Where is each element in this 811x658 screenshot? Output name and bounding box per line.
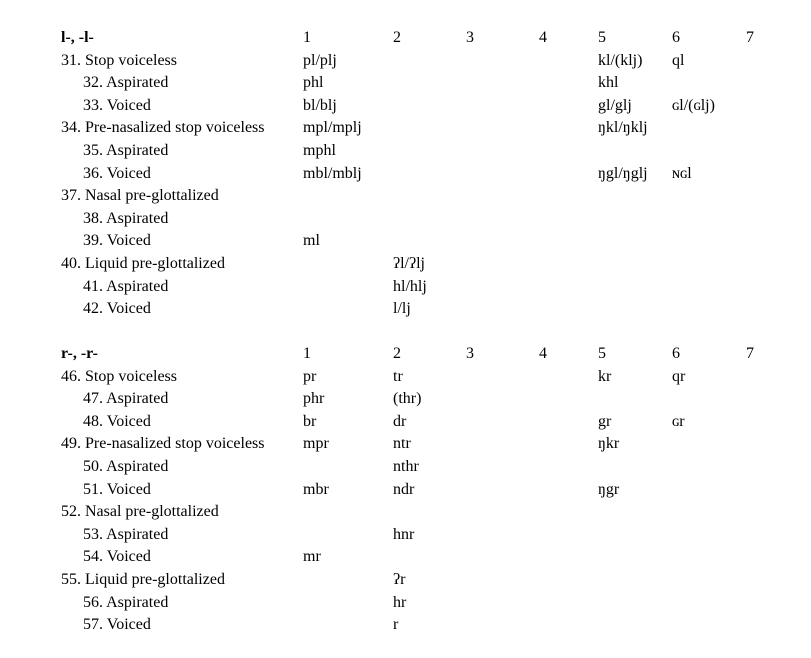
cell-col-1: mbl/mblj	[303, 164, 362, 182]
row-label: 55. Liquid pre-glottalized	[61, 570, 225, 588]
row-label: 42. Voiced	[83, 300, 151, 318]
row-label: 31. Stop voiceless	[61, 51, 177, 69]
table-row	[0, 140, 811, 163]
row-label: 56. Aspirated	[83, 593, 169, 611]
cell-col-5: ŋgl/ŋglj	[598, 164, 648, 182]
row-label: 39. Voiced	[83, 232, 151, 250]
cell-col-6: ɢl/(ɢlj)	[672, 96, 715, 114]
cell-col-2: nthr	[393, 457, 419, 475]
table-row	[0, 388, 811, 411]
cell-col-6: ɢr	[672, 412, 685, 430]
column-header-4: 4	[539, 345, 547, 362]
column-header-1: 1	[303, 345, 311, 362]
table-row	[0, 117, 811, 140]
cell-col-2: hr	[393, 593, 407, 611]
cell-col-1: mr	[303, 548, 321, 566]
cell-col-1: bl/blj	[303, 96, 337, 114]
column-header-6: 6	[672, 29, 680, 46]
table-row	[0, 163, 811, 186]
column-header-1: 1	[303, 29, 311, 46]
column-header-5: 5	[598, 29, 606, 46]
table-row	[0, 546, 811, 569]
row-label: 57. Voiced	[83, 616, 151, 634]
table-row	[0, 411, 811, 434]
row-label: 49. Pre-nasalized stop voiceless	[61, 435, 265, 453]
row-label: 47. Aspirated	[83, 390, 169, 408]
cell-col-1: phl	[303, 74, 324, 92]
row-label: 37. Nasal pre-glottalized	[61, 187, 219, 205]
table-row	[0, 569, 811, 592]
table-row	[0, 185, 811, 208]
table-row	[0, 433, 811, 456]
cell-col-5: ŋkr	[598, 435, 620, 453]
section-header-row	[0, 343, 811, 366]
cell-col-1: phr	[303, 390, 325, 408]
row-label: 46. Stop voiceless	[61, 367, 177, 385]
cell-col-6: qr	[672, 367, 686, 385]
cell-col-5: khl	[598, 74, 619, 92]
table-row	[0, 456, 811, 479]
table-row	[0, 208, 811, 231]
cell-col-2: hl/hlj	[393, 277, 427, 295]
cell-col-1: mpl/mplj	[303, 119, 362, 137]
table-row	[0, 524, 811, 547]
table-row	[0, 479, 811, 502]
row-label: 41. Aspirated	[83, 277, 169, 295]
cell-col-1: mbr	[303, 480, 329, 498]
column-header-5: 5	[598, 345, 606, 362]
section-header-label: l-, -l-	[61, 29, 94, 46]
column-header-2: 2	[393, 345, 401, 362]
column-header-3: 3	[466, 29, 474, 46]
row-label: 33. Voiced	[83, 96, 151, 114]
table-row	[0, 614, 811, 637]
cell-col-2: ndr	[393, 480, 415, 498]
cell-col-1: br	[303, 412, 317, 430]
table-row	[0, 50, 811, 73]
table-row	[0, 72, 811, 95]
cell-col-1: mphl	[303, 141, 336, 159]
cell-col-1: ml	[303, 232, 320, 250]
section-header-row	[0, 27, 811, 50]
cell-col-5: kr	[598, 367, 612, 385]
column-header-4: 4	[539, 29, 547, 46]
cell-col-5: gr	[598, 412, 612, 430]
table-row	[0, 95, 811, 118]
cell-col-1: mpr	[303, 435, 329, 453]
cell-col-5: ŋkl/ŋklj	[598, 119, 648, 137]
row-label: 54. Voiced	[83, 548, 151, 566]
table-row	[0, 276, 811, 299]
cell-col-5: ŋgr	[598, 480, 620, 498]
cell-col-2: hnr	[393, 525, 415, 543]
row-label: 40. Liquid pre-glottalized	[61, 254, 225, 272]
column-header-6: 6	[672, 345, 680, 362]
table-row	[0, 253, 811, 276]
row-label: 51. Voiced	[83, 480, 151, 498]
section-l-medials	[0, 27, 811, 321]
row-label: 52. Nasal pre-glottalized	[61, 503, 219, 521]
cell-col-2: dr	[393, 412, 407, 430]
cell-col-2: tr	[393, 367, 403, 385]
table-row	[0, 366, 811, 389]
row-label: 35. Aspirated	[83, 141, 169, 159]
column-header-2: 2	[393, 29, 401, 46]
table-row	[0, 592, 811, 615]
cell-col-6: ql	[672, 51, 685, 69]
section-r-medials	[0, 343, 811, 637]
cell-col-5: gl/glj	[598, 96, 632, 114]
table-row	[0, 501, 811, 524]
row-label: 38. Aspirated	[83, 209, 169, 227]
row-label: 34. Pre-nasalized stop voiceless	[61, 119, 265, 137]
section-header-label: r-, -r-	[61, 345, 98, 362]
cell-col-6: ɴɢl	[672, 164, 692, 182]
cell-col-2: l/lj	[393, 300, 411, 318]
cell-col-2: (thr)	[393, 390, 422, 408]
cell-col-2: ʔl/ʔlj	[393, 254, 425, 272]
row-label: 50. Aspirated	[83, 457, 169, 475]
row-label: 53. Aspirated	[83, 525, 169, 543]
cell-col-2: ʔr	[393, 570, 406, 588]
row-label: 48. Voiced	[83, 412, 151, 430]
row-label: 36. Voiced	[83, 164, 151, 182]
cell-col-1: pr	[303, 367, 317, 385]
table-row	[0, 230, 811, 253]
cell-col-2: ntr	[393, 435, 411, 453]
column-header-3: 3	[466, 345, 474, 362]
cell-col-5: kl/(klj)	[598, 51, 643, 69]
row-label: 32. Aspirated	[83, 74, 169, 92]
column-header-7: 7	[746, 345, 754, 362]
column-header-7: 7	[746, 29, 754, 46]
table-row	[0, 298, 811, 321]
cell-col-2: r	[393, 616, 399, 634]
cell-col-1: pl/plj	[303, 51, 337, 69]
